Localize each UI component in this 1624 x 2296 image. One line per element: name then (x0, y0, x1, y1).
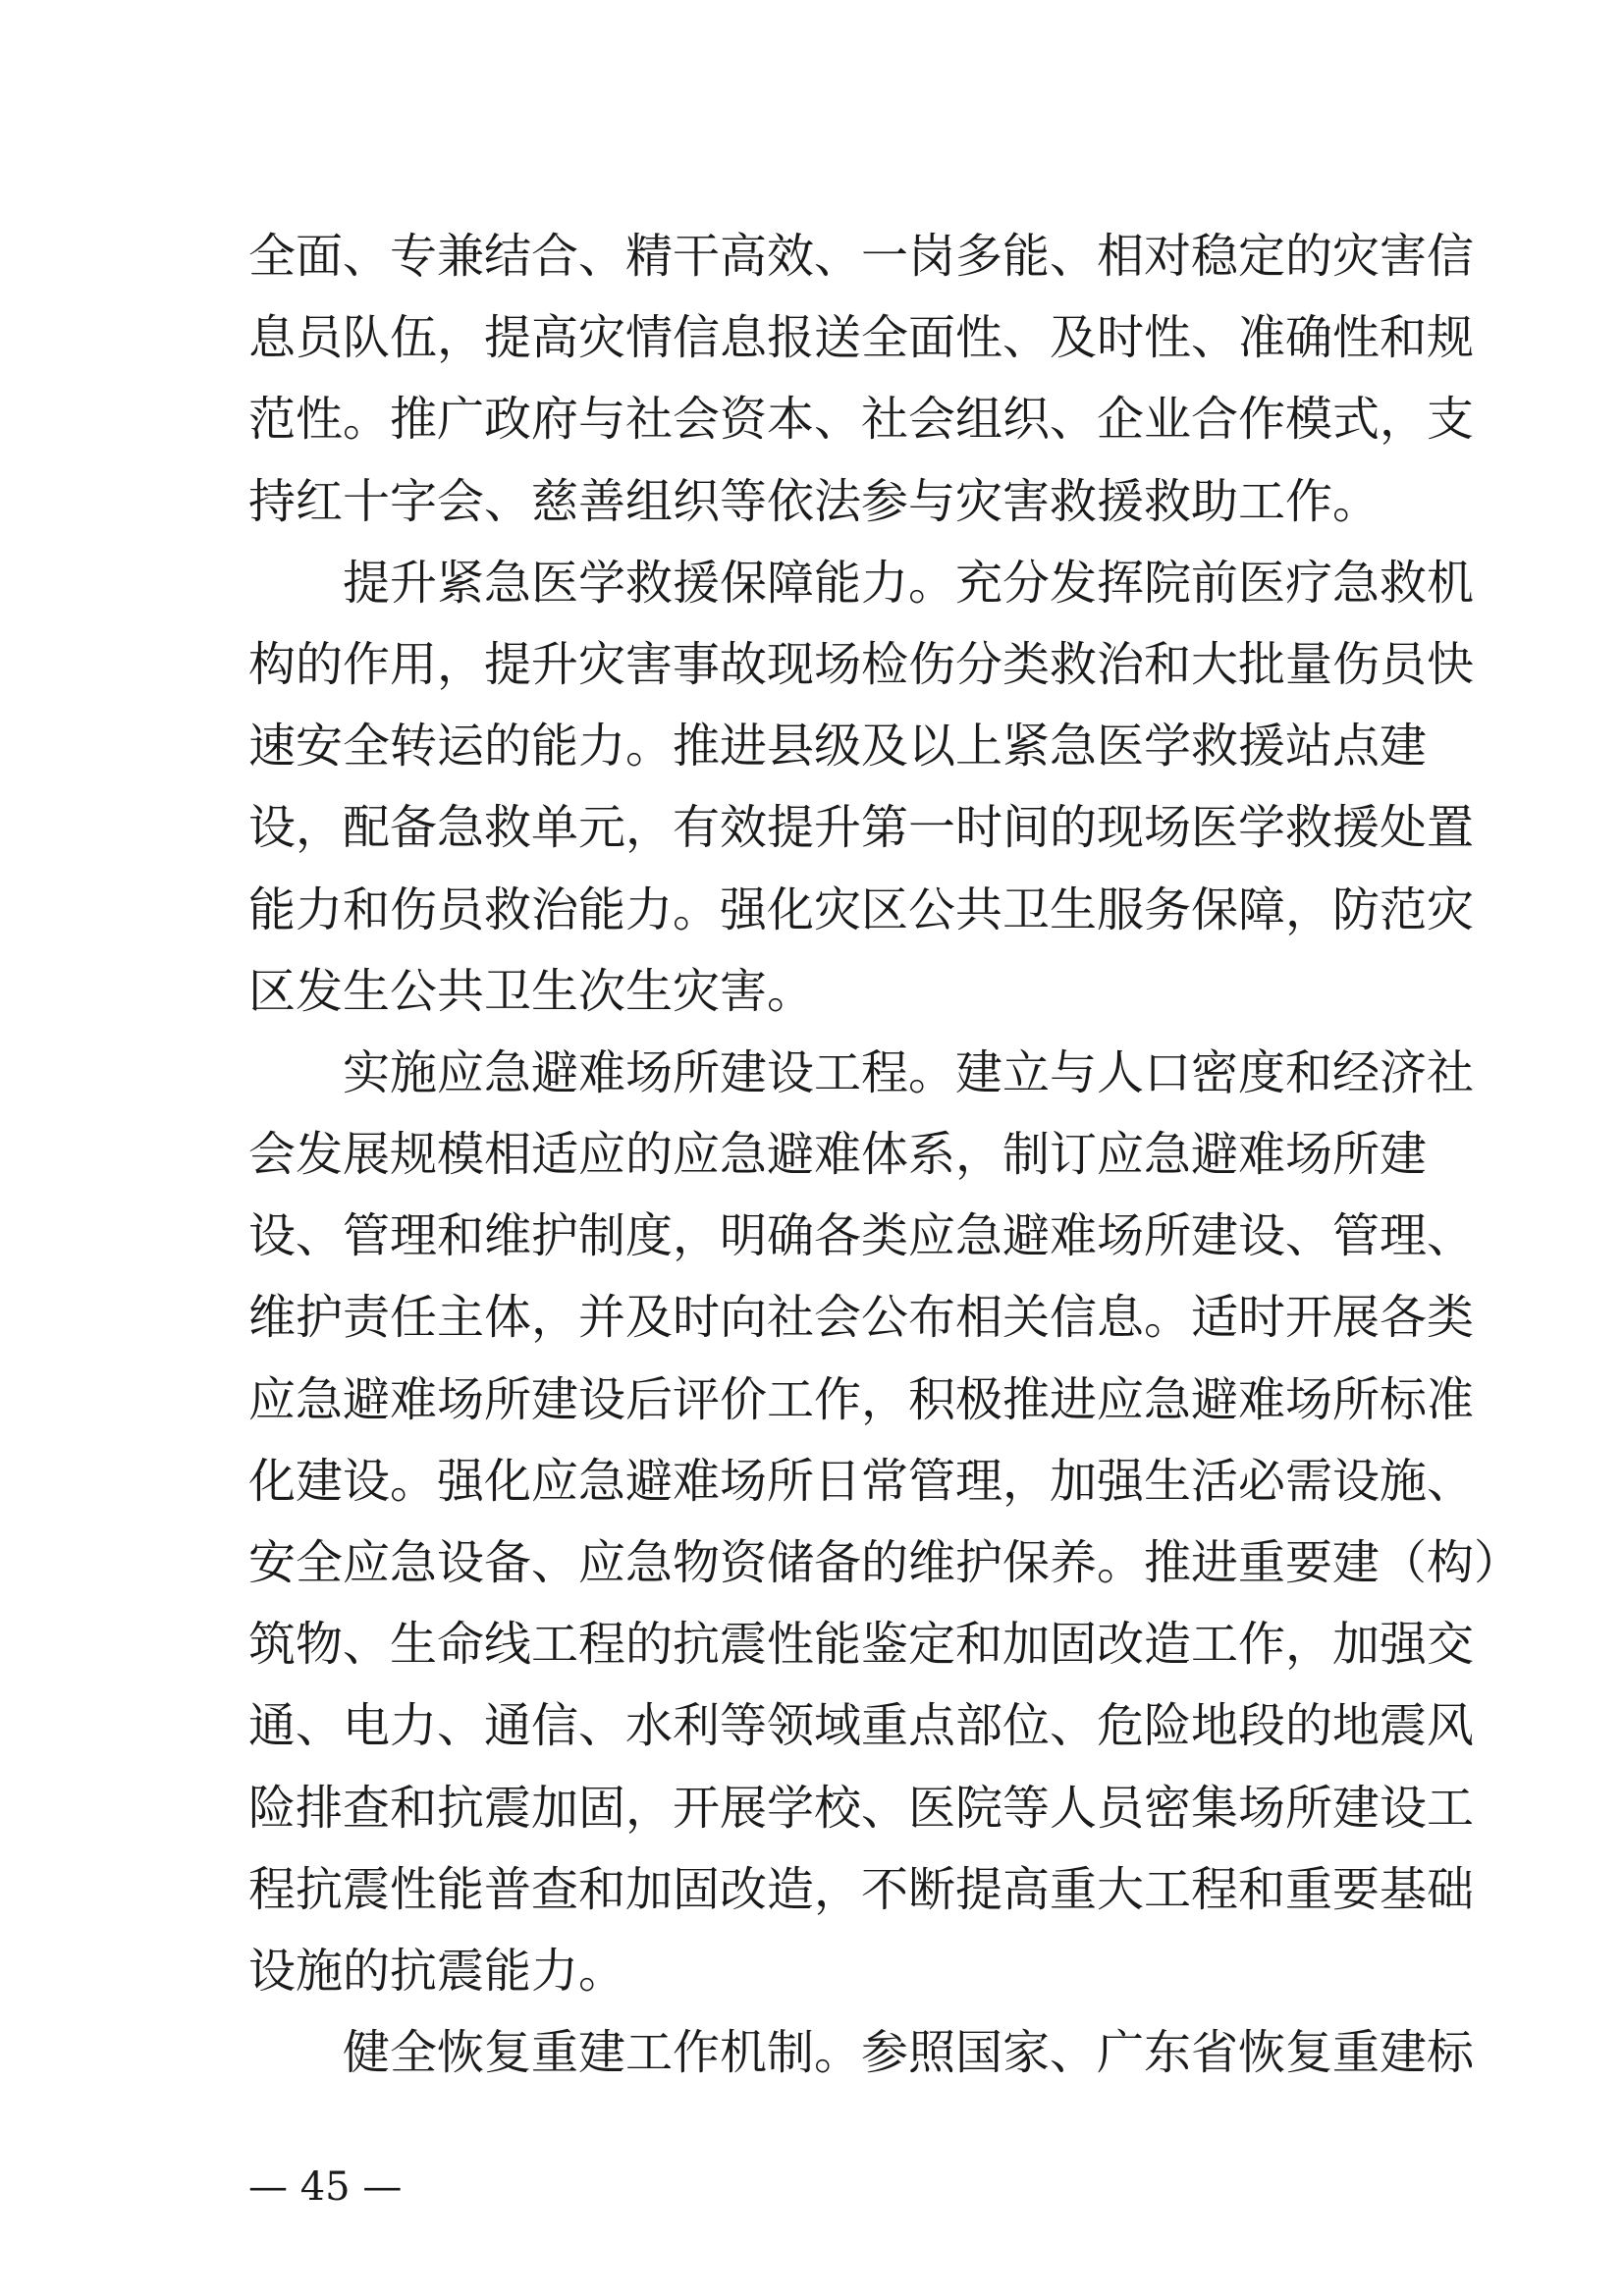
text-line: 持红十字会、慈善组织等依法参与灾害救援救助工作。 (248, 473, 1380, 529)
paragraph-heading-line: 实施应急避难场所建设工程。建立与人口密度和经济社 (343, 1044, 1475, 1100)
text-line: 速安全转运的能力。推进县级及以上紧急医学救援站点建 (248, 719, 1428, 774)
text-line: 通、电力、通信、水利等领域重点部位、危险地段的地震风 (248, 1698, 1475, 1754)
text-line: 设施的抗震能力。 (248, 1943, 626, 1999)
text-line: 安全应急设备、应急物资储备的维护保养。推进重要建（构） (248, 1535, 1522, 1590)
paragraph-heading-line: 健全恢复重建工作机制。参照国家、广东省恢复重建标 (343, 2025, 1475, 2081)
text-line: 程抗震性能普查和加固改造，不断提高重大工程和重要基础 (248, 1861, 1475, 1917)
text-line: 设，配备急救单元，有效提升第一时间的现场医学救援处置 (248, 800, 1475, 856)
body-text (248, 216, 1522, 2094)
text-line: 能力和伤员救治能力。强化灾区公共卫生服务保障，防范灾 (248, 881, 1475, 937)
text-line: 范性。推广政府与社会资本、社会组织、企业合作模式，支 (248, 392, 1475, 448)
text-line: 全面、专兼结合、精干高效、一岗多能、相对稳定的灾害信 (248, 229, 1475, 284)
text-line: 应急避难场所建设后评价工作，积极推进应急避难场所标准 (248, 1371, 1475, 1427)
text-line: 区发生公共卫生次生灾害。 (248, 963, 815, 1019)
text-line: 险排查和抗震加固，开展学校、医院等人员密集场所建设工 (248, 1780, 1475, 1836)
text-line: 化建设。强化应急避难场所日常管理，加强生活必需设施、 (248, 1453, 1475, 1509)
text-line: 设、管理和维护制度，明确各类应急避难场所建设、管理、 (248, 1208, 1475, 1264)
text-line: 息员队伍，提高灾情信息报送全面性、及时性、准确性和规 (248, 310, 1475, 366)
paragraph-heading-line: 提升紧急医学救援保障能力。充分发挥院前医疗急救机 (343, 555, 1475, 611)
text-line: 筑物、生命线工程的抗震性能鉴定和加固改造工作，加强交 (248, 1617, 1475, 1673)
page-number: — 45 — (248, 2164, 403, 2210)
text-line: 构的作用，提升灾害事故现场检伤分类救治和大批量伤员快 (248, 636, 1475, 692)
text-line: 会发展规模相适应的应急避难体系，制订应急避难场所建 (248, 1127, 1428, 1183)
text-line: 维护责任主体，并及时向社会公布相关信息。适时开展各类 (248, 1290, 1475, 1346)
